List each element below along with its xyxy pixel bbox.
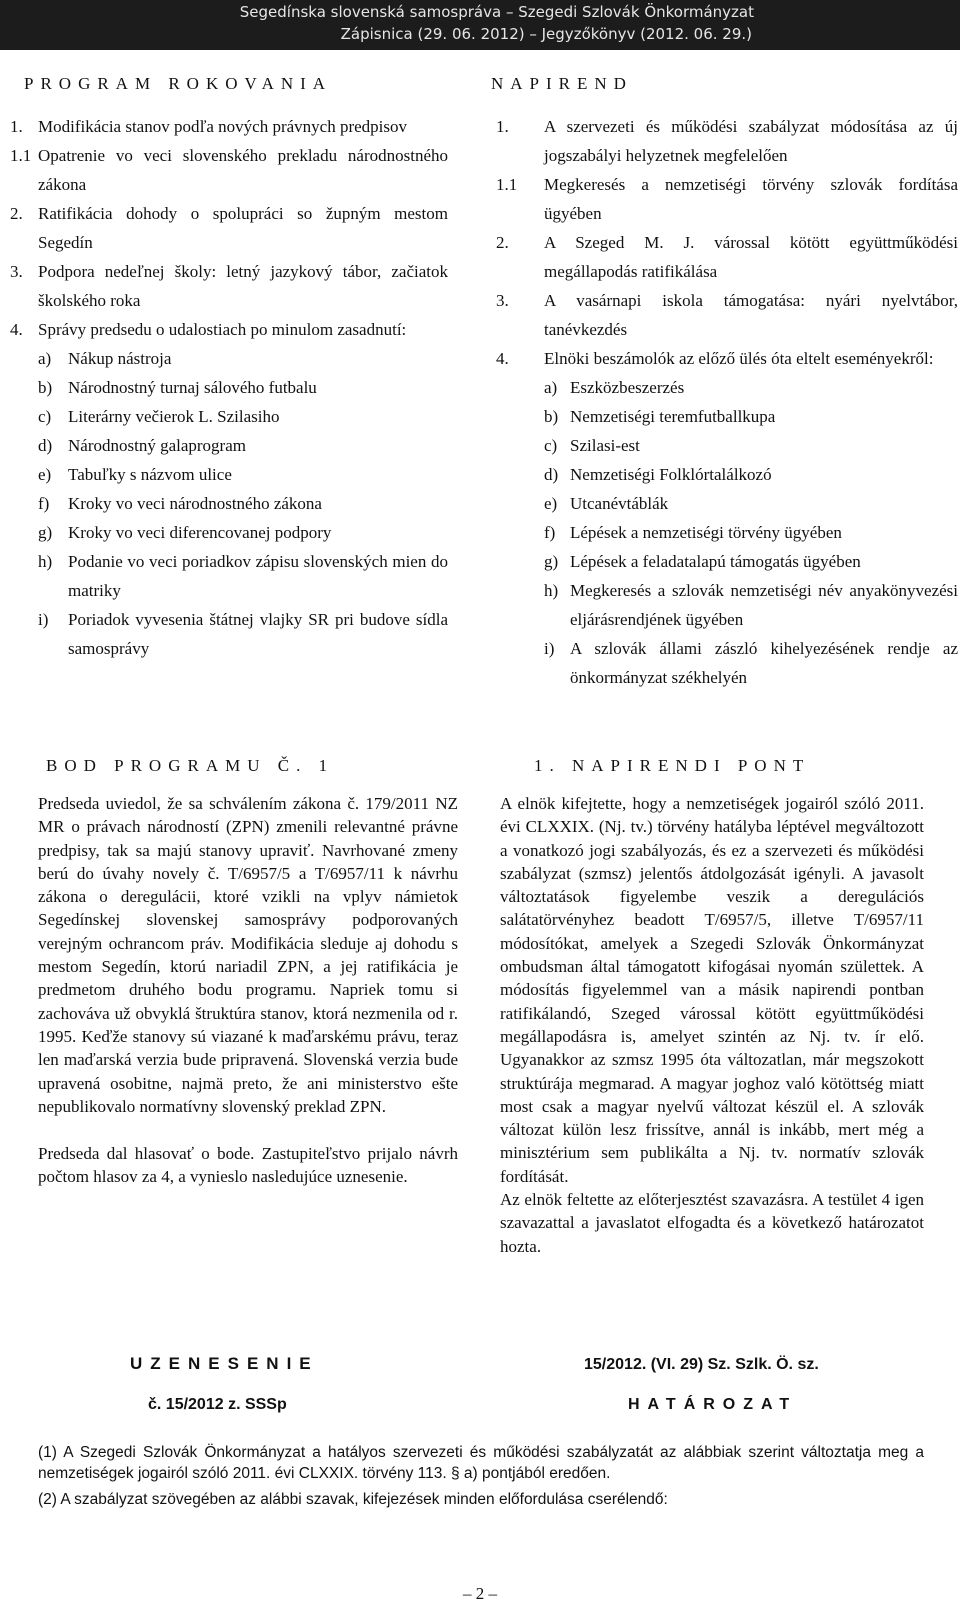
paragraph: Predseda dal hlasovať o bode. Zastupiteľstvo prijalo návrh počtom hlasov za 4, a vynieslo nasledujúce uznesenie. [38,1144,458,1187]
resolution-clause: (2) A szabályzat szövegében az alábbi szavak, kifejezések minden előfordulása cserélendő: [38,1491,668,1508]
program-list-hu [478,112,958,692]
sub-item: h) Megkeresés a szlovák nemzetiségi név anyakönyvezési eljárásrendjének ügyében [544,581,958,629]
list-item: 1. A szervezeti és működési szabályzat módosítása az új jogszabályi helyzetnek megfelelően [496,117,958,165]
list-item: 4. Správy predsedu o udalostiach po minulom zasadnutí: [10,320,407,339]
point-body-hu [500,792,924,1258]
list-item: 3. A vasárnapi iskola támogatása: nyári nyelvtábor, tanévkezdés [496,291,958,339]
list-item: 2. A Szeged M. J. várossal kötött együttműködési megállapodás ratifikálása [496,233,958,281]
sub-item: c) Szilasi-est [544,436,640,455]
resolution-clauses [38,1442,924,1510]
resolution-number-hu: 15/2012. (VI. 29) Sz. Szlk. Ö. sz. [584,1356,819,1373]
sub-item: d) Nemzetiségi Folklórtalálkozó [544,465,772,484]
sub-item: i) Poriadok vyvesenia štátnej vlajky SR pri budove sídla samosprávy [38,610,448,658]
list-item: 2. Ratifikácia dohody o spolupráci so župným mestom Segedín [10,204,448,252]
sub-item: d) Národnostný galaprogram [38,436,246,455]
list-item: 1.1 Opatrenie vo veci slovenského prekladu národnostného zákona [10,146,448,194]
resolution-number-sk: č. 15/2012 z. SSSp [148,1396,287,1413]
sub-item: i) A szlovák állami zászló kihelyezésének rendje az önkormányzat székhelyén [544,639,958,687]
paragraph: A elnök kifejtette, hogy a nemzetiségek jogairól szóló 2011. évi CLXXIX. (Nj. tv.) törvény hatályba léptével megváltozott a vonatkozó jogi szabályozás, és ez a szervezeti és működési szabályzat (szmsz) jelentős átdolgozását igényli. A javasolt változtatások figyelembe veszik a deregulációs salátatörvényhez beadott T/6957/5, illetve T/6957/11 módosítókat, amelyek a Szegedi Szlovák Önkormányzat ombudsman által támogatott kifogásai nyomán születtek. A módosítás figyelemmel van a másik napirendi pontban ratifikálandó, Szeged várossal kötött együttműködési megállapodásra is, amelyet szintén az Nj. tv. ír elő. Ugyanakkor az szmsz 1995 óta változatlan, már megszokott struktúrája megmarad. A magyar joghoz való kötöttség miatt most csak a magyar nyelvű változat készül el. A szlovák változat külön lesz frissítve, annál is inkább, mert még a minisztérium sem publikálta a Nj. tv. normatív szlovák fordítását. [500,794,924,1186]
header-corner-block [754,0,960,50]
sub-item: g) Lépések a feladatalapú támogatás ügyében [544,552,861,571]
program-title-sk: PROGRAM ROKOVANIA [24,74,333,93]
resolution-clause: (1) A Szegedi Szlovák Önkormányzat a hatályos szervezeti és működési szabályzatát az alábbiak szerint változtatja meg a nemzetiségek jogairól szóló 2011. évi CLXXIX. törvény 113. § a) pontjából eredően. [38,1444,924,1482]
header-line-1: Segedínska slovenská samospráva – Szegedi Szlovák Önkormányzat [239,3,754,21]
sub-item: a) Nákup nástroja [38,349,172,368]
page-header [0,0,960,50]
list-item: 3. Podpora nedeľnej školy: letný jazykový tábor, začiatok školského roka [10,262,448,310]
sub-item: e) Utcanévtáblák [544,494,669,513]
paragraph: Predseda uviedol, že sa schválením zákona č. 179/2011 NZ MR o právach národností (ZPN) zmenili relevantné právne predpisy, tak sa majú stanovy upraviť. Navrhované zmeny berú do úvahy novely č. T/6957/5 a T/6957/11 k návrhu zákona o deregulácii, ktoré vzikli na vplyv námietok Segedínskej slovenskej samosprávy podporovaných verejným ochrancom práv. Modifikácia sleduje aj dohodu s mestom Segedín, ktorú nariadil ZPN, a jej ratifikácia je predmetom druhého bodu programu. Napriek tomu si zachováva už obvyklá štruktúra stanov, ktorá nezmenila od r. 1995. Keďže stanovy sú viazané k maďarskému právu, teraz len maďarská verzia bude pripravená. Slovenská verzia bude upravená osobitne, najmä preto, že ani ministerstvo ešte nepublikovalo normatívny slovenský preklad ZPN. [38,794,458,1116]
sub-item: b) Národnostný turnaj sálového futbalu [38,378,317,397]
list-item: 1. Modifikácia stanov podľa nových právnych predpisov [10,117,408,136]
sub-item: a) Eszközbeszerzés [544,378,685,397]
resolution-title-sk: UZENESENIE [130,1354,319,1373]
point-title-sk: BOD PROGRAMU Č. 1 [46,756,335,775]
sub-item: h) Podanie vo veci poriadkov zápisu slovenských mien do matriky [38,552,448,600]
sub-item: f) Kroky vo veci národnostného zákona [38,494,322,513]
point-title-hu: 1. NAPIRENDI PONT [534,756,811,775]
paragraph: Az elnök feltette az előterjesztést szavazásra. A testület 4 igen szavazattal a javaslatot elfogadta és a következő határozatot hozta. [500,1190,924,1256]
sub-item: c) Literárny večierok L. Szilasiho [38,407,280,426]
sub-item: f) Lépések a nemzetiségi törvény ügyében [544,523,842,542]
program-list-sk [0,112,448,663]
program-title-hu: NAPIREND [491,74,633,93]
sub-item: e) Tabuľky s názvom ulice [38,465,232,484]
list-item: 4. Elnöki beszámolók az előző ülés óta eltelt eseményekről: [496,349,934,368]
list-item: 1.1 Megkeresés a nemzetiségi törvény szlovák fordítása ügyében [496,175,958,223]
page-number: – 2 – [463,1584,497,1603]
sub-item: g) Kroky vo veci diferencovanej podpory [38,523,332,542]
resolution-title-hu: HATÁROZAT [628,1396,798,1413]
sub-item: b) Nemzetiségi teremfutballkupa [544,407,776,426]
header-line-2: Zápisnica (29. 06. 2012) – Jegyzőkönyv (2012. 06. 29.) [340,25,752,43]
point-body-sk [38,792,458,1189]
